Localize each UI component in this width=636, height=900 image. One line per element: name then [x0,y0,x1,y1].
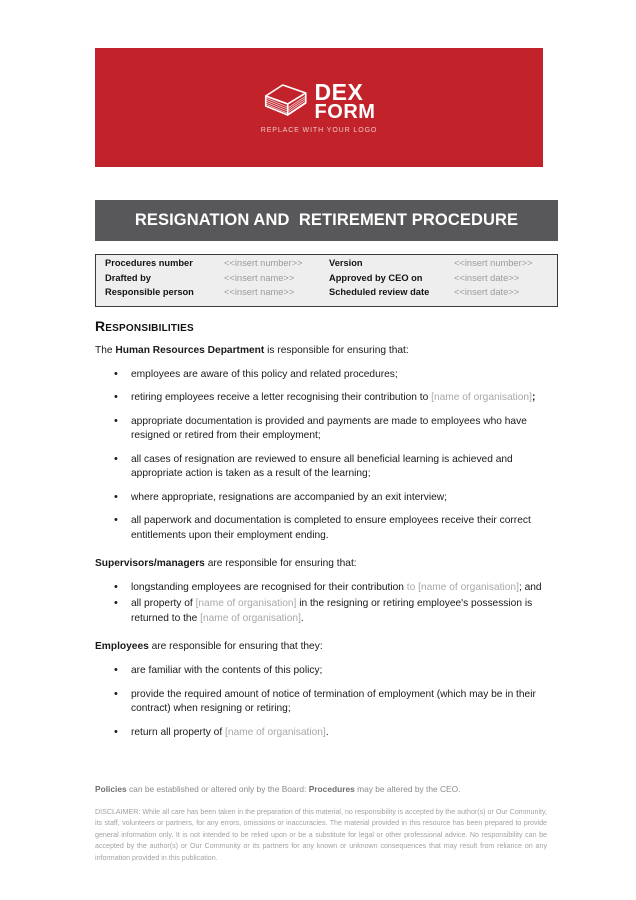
bullet-text: appropriate documentation is provided and payments are made to employees who have resigned or retired from their employment; [131,415,527,442]
list-item [131,391,558,405]
policies-statement [95,784,547,796]
meta-label-approved-by-ceo-on: Approved by CEO on [329,272,423,283]
list-item [131,514,558,543]
bullet-text: longstanding employees are recognised for their contribution [131,581,404,593]
hr-intro-paragraph [95,344,558,359]
meta-value-responsible-person[interactable]: <<insert name>> [224,287,295,297]
logo-wordmark [314,78,376,123]
employees-intro-post: are responsible for ensuring that they: [148,641,323,653]
table-row [96,273,557,288]
list-item [131,688,558,717]
logo-row [263,78,376,123]
placeholder-organisation: [name of organisation] [225,726,326,738]
placeholder-organisation-2: [name of organisation] [200,612,301,624]
meta-label-procedures-number: Procedures number [105,258,193,268]
bullet-text: provide the required amount of notice of termination of employment (which may be in their contract) when resigning or retiring; [131,688,536,715]
logo-banner [95,48,543,167]
supervisors-intro-paragraph [95,557,558,572]
list-item [131,597,558,626]
bullet-text: retiring employees receive a letter recognising their contribution to [131,392,432,404]
hr-intro-bold: Human Resources Department [115,345,265,356]
page-title: RESIGNATION AND RETIREMENT PROCEDURE [134,211,519,229]
document-meta-table [95,254,558,307]
employees-intro-bold: Employees [95,641,149,653]
employees-responsibilities-list [95,664,558,740]
table-row [96,258,557,273]
meta-label-scheduled-review-date: Scheduled review date [329,287,430,297]
document-footer [95,784,547,864]
supervisors-responsibilities-list [95,581,558,626]
meta-label-version: Version [329,258,363,268]
meta-label-drafted-by: Drafted by [105,272,151,283]
bullet-tail: ; and [518,581,542,593]
bullet-text: all property of [131,598,196,610]
placeholder-organisation: to [name of organisation] [403,581,519,593]
logo-text-form: FORM [314,100,376,123]
bullet-text: are familiar with the contents of this policy; [131,665,323,677]
policies-mid: can be established or altered only by the Board: [126,784,309,794]
meta-value-scheduled-review-date[interactable]: <<insert date>> [454,287,520,297]
bullet-text: where appropriate, resignations are accompanied by an exit interview; [131,491,447,503]
meta-label-responsible-person: Responsible person [105,287,194,297]
supervisors-intro-bold: Supervisors/managers [95,558,205,570]
section-heading-responsibilities: Responsibilities [95,318,194,334]
logo-tagline: REPLACE WITH YOUR LOGO [260,126,378,134]
list-item [131,581,558,595]
document-title-bar [95,200,558,241]
placeholder-organisation: [name of organisation] [431,392,532,404]
hr-intro-post: is responsible for ensuring that: [264,345,409,356]
meta-value-procedures-number[interactable]: <<insert number>> [224,258,303,268]
list-item [131,726,558,740]
logo-text-dex: DEX [314,78,364,105]
bullet-text: all cases of resignation are reviewed to ensure all beneficial learning is achieved and appropriate action is taken as a result of the learning; [131,453,513,480]
list-item [131,491,558,505]
employees-intro-paragraph [95,640,558,655]
list-item [131,368,558,382]
bullet-tail: ; [531,392,536,404]
bullet-text: all paperwork and documentation is completed to ensure employees receive their correct entitlements upon their employment ending. [131,515,531,541]
paper-stack-icon [263,82,309,122]
table-row [96,287,557,302]
disclaimer-text: DISCLAIMER: While all care has been taken in the preparation of this material, no responsibility is accepted by the author(s) or Our Community, its staff, volunteers or partners, for any errors, omissions or inaccuracies. The material provided in this resource has been prepared to provide general information only. It is not intended to be relied upon or be a substitute for legal or other professional advice. No responsibility can be accepted by the author(s) or Our Community or its partners for any known or unknown consequences that may result from reliance on any information provided in this publication. [95,807,547,862]
bullet-tail: . [325,726,329,738]
bullet-tail: . [300,612,304,624]
list-item [131,664,558,678]
meta-value-drafted-by[interactable]: <<insert name>> [224,272,295,283]
logo-block [260,78,378,134]
hr-responsibilities-list [95,368,558,543]
supervisors-intro-post: are responsible for ensuring that: [204,558,357,570]
list-item [131,415,558,444]
placeholder-organisation: [name of organisation] [195,598,297,610]
policies-post: may be altered by the CEO. [354,784,461,794]
bullet-mid: in the resigning or retiring employee's possession is returned to the [131,598,533,624]
bullet-text: return all property of [131,726,225,738]
list-item [131,453,558,482]
document-body [95,318,558,749]
policies-bold-procedures: Procedures [308,784,355,794]
meta-value-version[interactable]: <<insert number>> [454,258,533,268]
bullet-text: employees are aware of this policy and related procedures; [131,368,398,380]
hr-intro-pre: The [95,345,116,356]
policies-bold-policies: Policies [95,784,127,794]
meta-value-approved-by-ceo-on[interactable]: <<insert date>> [454,272,520,283]
